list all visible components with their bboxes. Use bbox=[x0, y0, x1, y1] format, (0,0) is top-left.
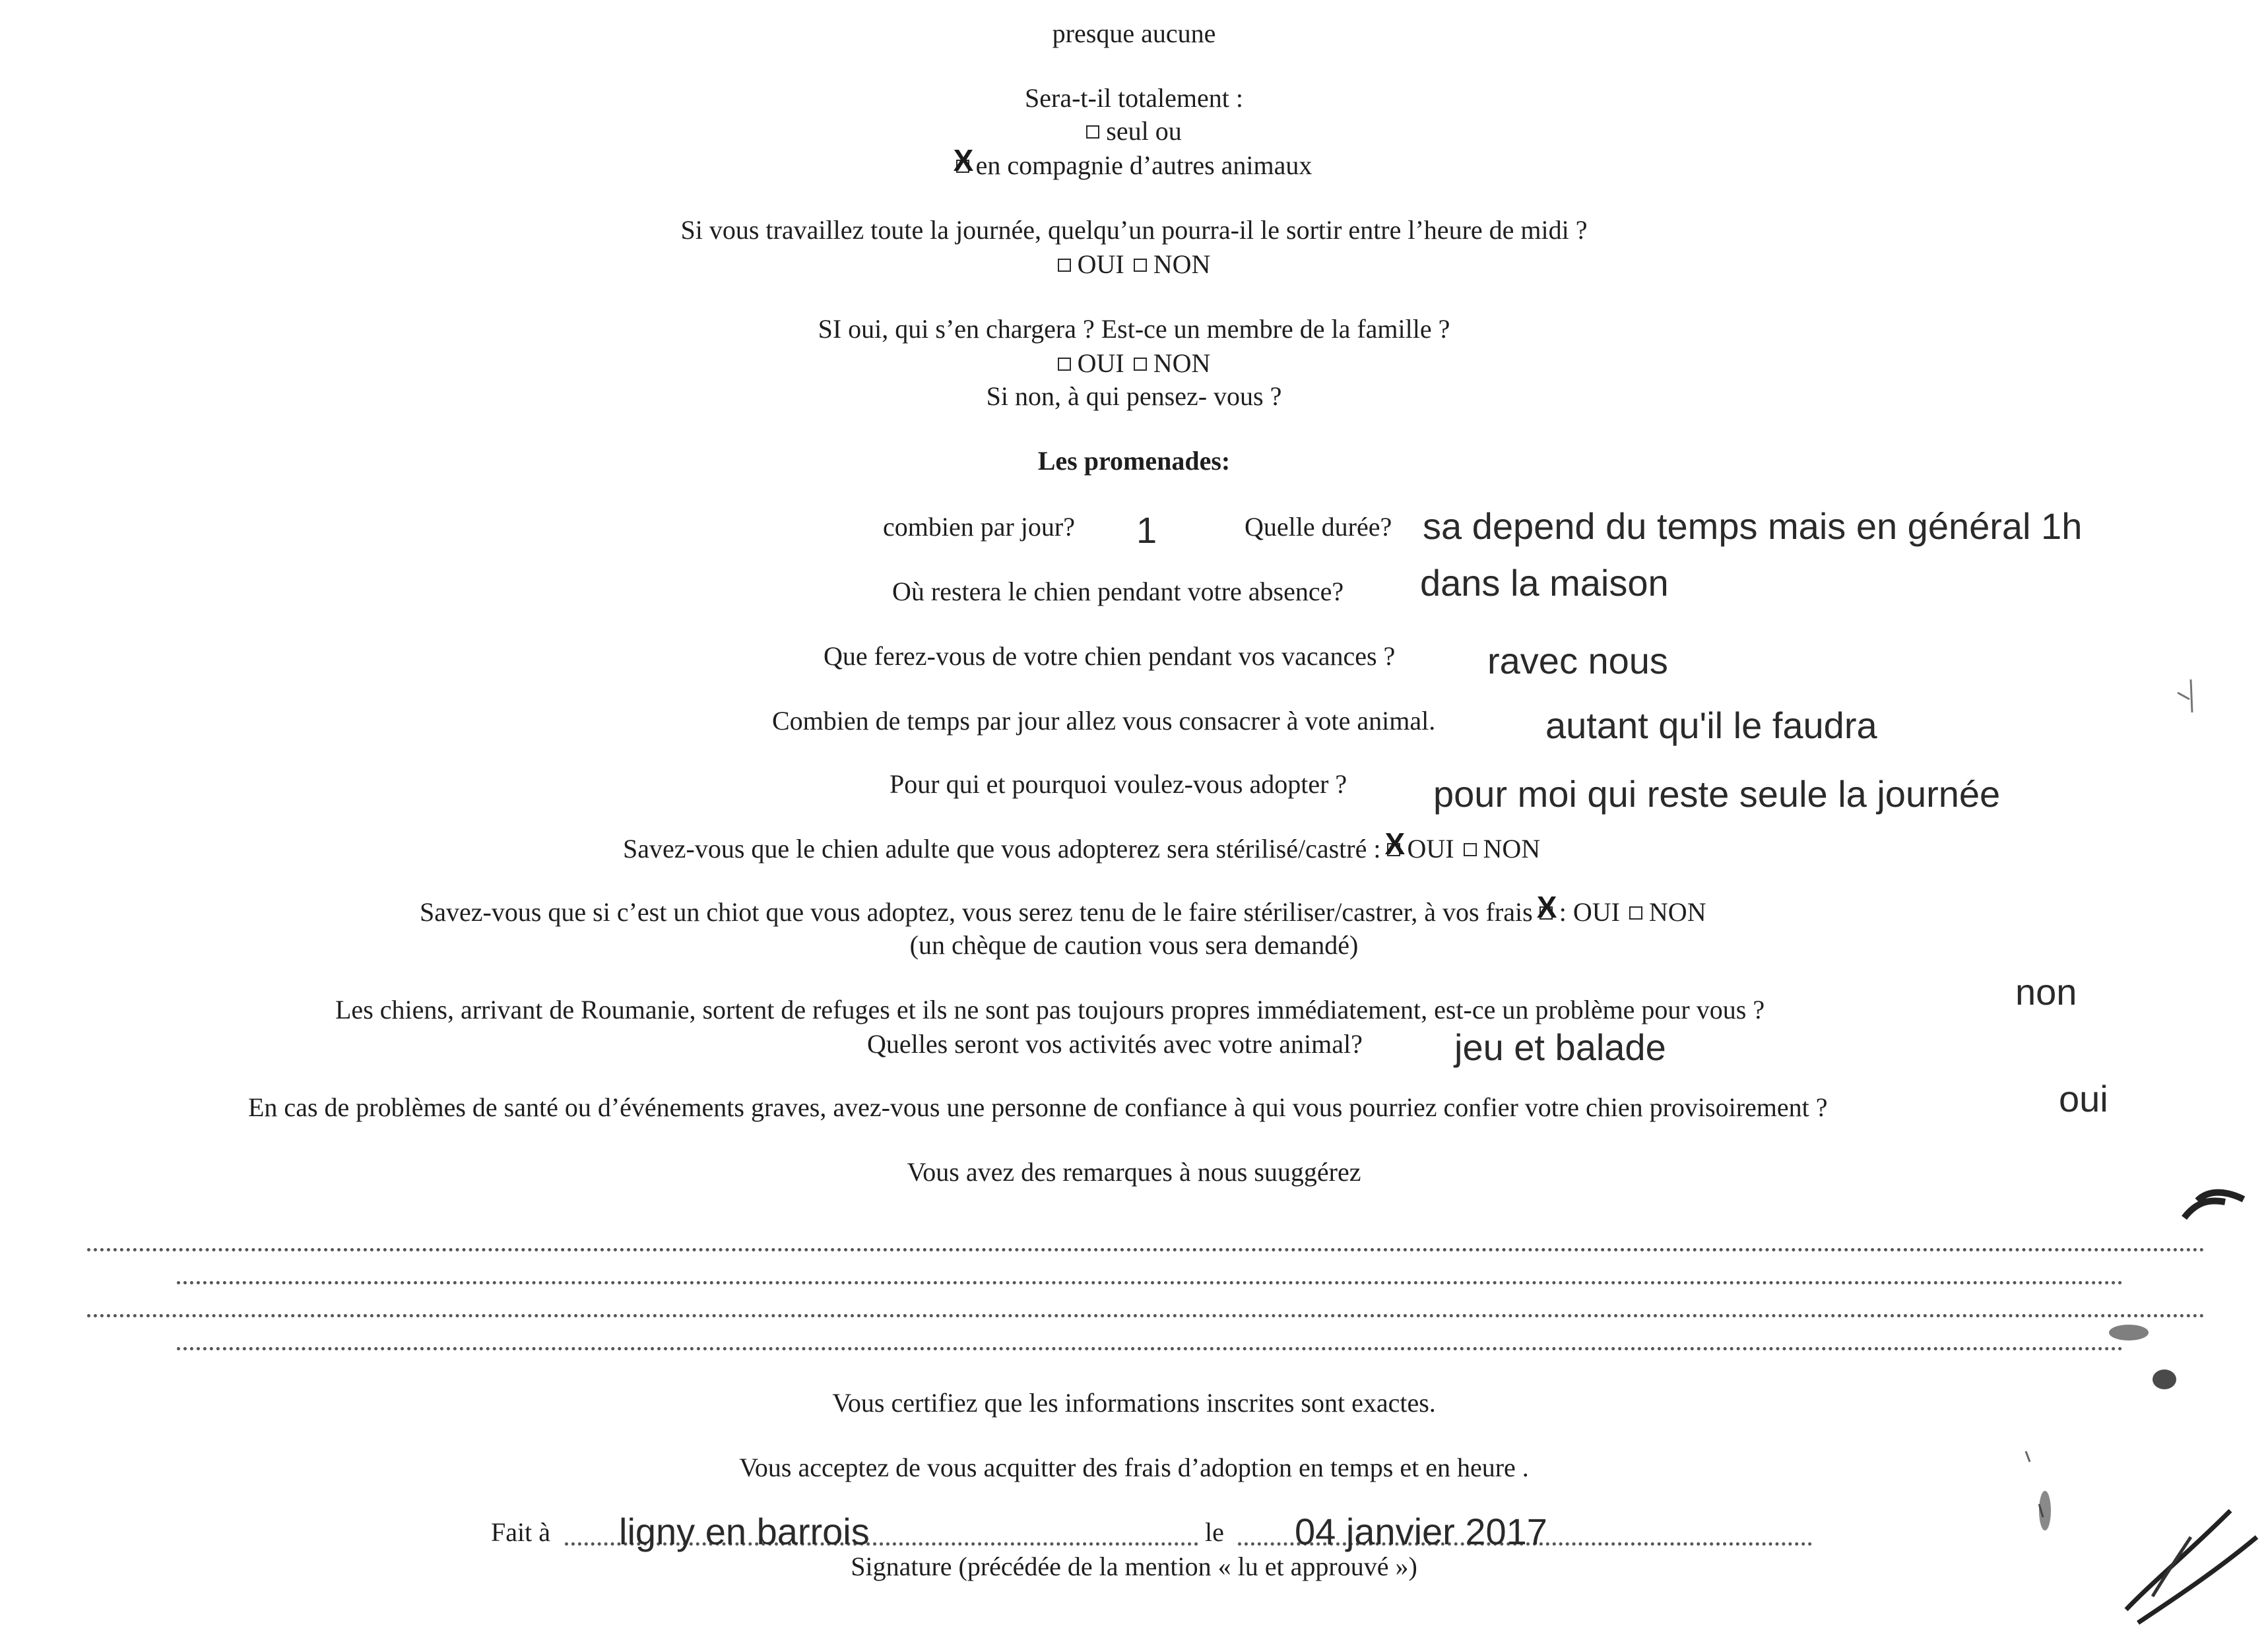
checkbox-charge-non[interactable] bbox=[1134, 358, 1147, 371]
question-chiot: Savez-vous que si c’est un chiot que vous adoptez, vous serez tenu de le faire stériliser/castrer, à vos frais X : OUI NON bbox=[420, 890, 1706, 927]
statement-certifiez: Vous certifiez que les informations inscrites sont exactes. bbox=[832, 1388, 1436, 1418]
label-le: le bbox=[1205, 1517, 1224, 1547]
question-activites: Quelles seront vos activités avec votre animal? bbox=[867, 1029, 1363, 1059]
checkbox-sterilise-oui[interactable] bbox=[1384, 827, 1406, 861]
options-charge: OUI NON bbox=[0, 347, 2268, 380]
question-sterilise: Savez-vous que le chien adulte que vous adopterez sera stérilisé/castré : X OUI NON bbox=[623, 827, 1541, 864]
ink-smudge bbox=[2109, 1325, 2149, 1340]
answer-sante[interactable]: oui bbox=[2059, 1078, 2108, 1119]
answer-vacances[interactable]: ravec nous bbox=[1487, 640, 1668, 681]
note-caution: (un chèque de caution vous sera demandé) bbox=[909, 930, 1359, 960]
answer-lieu[interactable]: ligny en barrois bbox=[619, 1511, 870, 1552]
answer-date[interactable]: 04 janvier 2017 bbox=[1295, 1511, 1547, 1552]
remarks-line-4[interactable] bbox=[177, 1347, 2123, 1350]
remarks-line-2[interactable] bbox=[177, 1281, 2123, 1284]
checkbox-charge-oui[interactable] bbox=[1058, 358, 1071, 371]
question-absence: Où restera le chien pendant votre absence? bbox=[892, 577, 1344, 606]
question-charge: SI oui, qui s’en chargera ? Est-ce un membre de la famille ? bbox=[818, 314, 1450, 344]
checkbox-chiot-oui[interactable] bbox=[1536, 890, 1557, 924]
answer-roumanie[interactable]: non bbox=[2015, 971, 2077, 1013]
label-fait-a: Fait à bbox=[491, 1517, 550, 1547]
prompt-remarques: Vous avez des remarques à nous suuggérez bbox=[907, 1157, 1361, 1187]
check-mark: X bbox=[1536, 890, 1557, 924]
checkbox-chiot-non[interactable] bbox=[1629, 906, 1642, 920]
check-mark: X bbox=[1384, 827, 1406, 861]
ink-smudge bbox=[2039, 1491, 2051, 1530]
checkbox-travail-oui[interactable] bbox=[1058, 259, 1071, 272]
question-vacances: Que ferez-vous de votre chien pendant vos vacances ? bbox=[824, 641, 1396, 671]
line-presque-aucune: presque aucune bbox=[1052, 18, 1216, 48]
options-travail: OUI NON bbox=[0, 248, 2268, 281]
question-temps: Combien de temps par jour allez vous consacrer à vote animal. bbox=[772, 706, 1436, 736]
answer-combien[interactable]: 1 bbox=[1136, 509, 1157, 551]
answer-activites[interactable]: jeu et balade bbox=[1454, 1026, 1666, 1068]
question-sante: En cas de problèmes de santé ou d’événements graves, avez-vous une personne de confiance à qui vous pourriez confier votre chien provisoirement ? bbox=[248, 1092, 1828, 1122]
question-duree: Quelle durée? bbox=[1245, 512, 1392, 542]
check-mark: X bbox=[953, 143, 974, 177]
signature-scribble bbox=[1980, 660, 2268, 1636]
checkbox-compagnie[interactable] bbox=[953, 143, 974, 177]
answer-pourquoi[interactable]: pour moi qui reste seule la journée bbox=[1433, 773, 2001, 815]
question-si-non: Si non, à qui pensez- vous ? bbox=[986, 381, 1282, 411]
question-pourquoi: Pour qui et pourquoi voulez-vous adopter ? bbox=[890, 769, 1347, 799]
option-compagnie: X en compagnie d’autres animaux bbox=[953, 143, 1312, 180]
checkbox-sterilise-non[interactable] bbox=[1464, 843, 1477, 856]
question-travail: Si vous travaillez toute la journée, quelqu’un pourra-il le sortir entre l’heure de midi ? bbox=[680, 215, 1588, 245]
section-promenades: Les promenades: bbox=[1037, 446, 1231, 476]
checkbox-travail-non[interactable] bbox=[1134, 259, 1147, 272]
ink-smudge bbox=[2153, 1369, 2176, 1389]
question-roumanie: Les chiens, arrivant de Roumanie, sortent de refuges et ils ne sont pas toujours propres immédiatement, est-ce un problème pour vous ? bbox=[335, 995, 1765, 1024]
answer-absence[interactable]: dans la maison bbox=[1420, 562, 1669, 604]
option-seul: seul ou bbox=[0, 115, 2268, 148]
signature-label: Signature (précédée de la mention « lu et approuvé ») bbox=[851, 1552, 1417, 1581]
remarks-line-1[interactable] bbox=[87, 1248, 2205, 1251]
remarks-line-3[interactable] bbox=[87, 1314, 2205, 1317]
question-seul-compagnie: Sera-t-il totalement : bbox=[1025, 83, 1243, 113]
question-combien: combien par jour? bbox=[883, 512, 1075, 542]
checkbox-seul[interactable] bbox=[1086, 125, 1099, 139]
answer-temps[interactable]: autant qu'il le faudra bbox=[1545, 705, 1877, 746]
answer-duree[interactable]: sa depend du temps mais en général 1h bbox=[1423, 505, 2083, 547]
statement-acceptez: Vous acceptez de vous acquitter des frais d’adoption en temps et en heure . bbox=[739, 1453, 1529, 1482]
